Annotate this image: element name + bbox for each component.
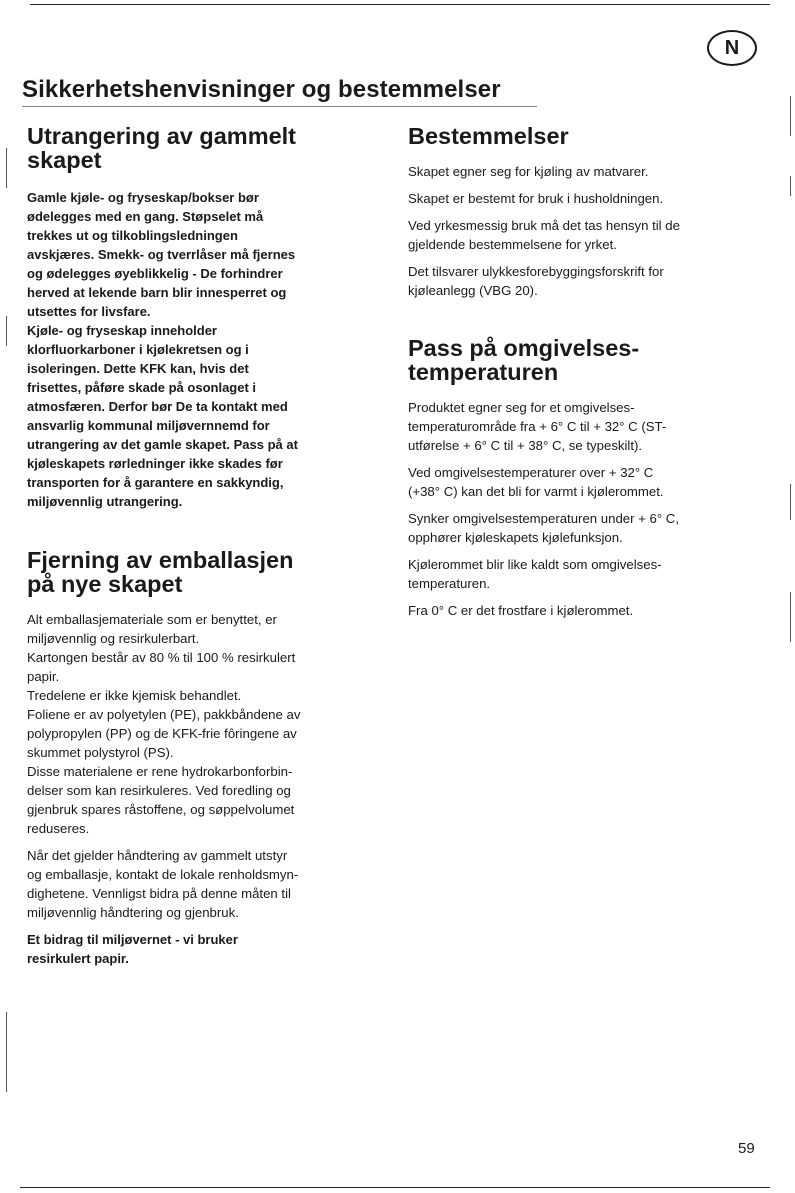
text-line: opphører kjøleskapets kjølefunksjon.	[408, 530, 623, 545]
text-line: og ødelegges øyeblikkelig - De forhindrer	[27, 266, 283, 281]
text-line: dighetene. Vennligst bidra på denne måten til	[27, 886, 291, 901]
text-line: ansvarlig kommunal miljøvernnemd for	[27, 418, 270, 433]
text-line: (+38° C) kan det bli for varmt i kjølerommet.	[408, 484, 664, 499]
page-number: 59	[738, 1140, 755, 1157]
text-line: papir.	[27, 669, 60, 684]
heading-fjerning-emballasje: Fjerning av emballasjen på nye skapet	[27, 547, 294, 597]
text-line: Når det gjelder håndtering av gammelt utstyr	[27, 848, 288, 863]
text-line: resirkulert papir.	[27, 951, 129, 966]
text-line: utførelse + 6° C til + 38° C, se typeskilt).	[408, 438, 643, 453]
text-line: Kartongen består av 80 % til 100 % resirkulert	[27, 650, 296, 665]
left-column	[27, 124, 382, 968]
bottom-edge-line	[20, 1187, 770, 1188]
text-line: Disse materialene er rene hydrokarbonforbin-	[27, 764, 293, 779]
text-line: Et bidrag til miljøvernet - vi bruker	[27, 932, 238, 947]
text-line: isoleringen. Dette KFK kan, hvis det	[27, 361, 249, 376]
text-line: miljøvennlig håndtering og gjenbruk.	[27, 905, 239, 920]
text-line: Tredelene er ikke kjemisk behandlet.	[27, 688, 242, 703]
text-line: Skapet egner seg for kjøling av matvarer.	[408, 164, 649, 179]
right-margin-mark	[790, 96, 791, 136]
packaging-text	[27, 610, 382, 838]
text-line: skummet polystyrol (PS).	[27, 745, 174, 760]
text-line: atmosfæren. Derfor bør De ta kontakt med	[27, 399, 288, 414]
left-margin-mark	[6, 316, 7, 346]
recycled-paper-note	[27, 930, 382, 968]
text-line: gjeldende bestemmelsene for yrket.	[408, 237, 617, 252]
right-margin-mark	[790, 592, 791, 642]
text-line: temperaturen.	[408, 576, 491, 591]
text-line: Gamle kjøle- og fryseskap/bokser bør	[27, 190, 259, 205]
right-margin-mark	[790, 176, 791, 196]
left-margin-mark	[6, 1012, 7, 1092]
text-line: ødelegges med en gang. Støpselet må	[27, 209, 264, 224]
text-line: Fra 0° C er det frostfare i kjølerommet.	[408, 603, 634, 618]
text-line: utsettes for livsfare.	[27, 304, 151, 319]
text-line: klorfluorkarboner i kjølekretsen og i	[27, 342, 249, 357]
disposal-warning-text	[27, 188, 382, 321]
text-line: Kjøle- og fryseskap inneholder	[27, 323, 217, 338]
text-line: Skapet er bestemt for bruk i husholdningen.	[408, 191, 664, 206]
title-rule	[22, 106, 537, 107]
text-line: reduseres.	[27, 821, 90, 836]
text-line: Ved yrkesmessig bruk må det tas hensyn til de	[408, 218, 680, 233]
text-line: utrangering av det gamle skapet. Pass på at	[27, 437, 298, 452]
text-line: temperaturområde fra + 6° C til + 32° C (ST-	[408, 419, 667, 434]
text-line: Produktet egner seg for et omgivelses-	[408, 400, 635, 415]
top-edge-line	[30, 4, 770, 5]
text-line: Foliene er av polyetylen (PE), pakkbåndene av	[27, 707, 301, 722]
heading-bestemmelser: Bestemmelser	[408, 123, 569, 149]
disposal-contact-text	[27, 846, 382, 922]
text-line: herved at lekende barn blir innesperret og	[27, 285, 287, 300]
right-column	[408, 124, 763, 620]
text-line: delser som kan resirkuleres. Ved foredling og	[27, 783, 291, 798]
page-title: Sikkerhetshenvisninger og bestemmelser	[22, 76, 501, 103]
right-margin-mark	[790, 484, 791, 520]
text-line: trekkes ut og tilkoblingsledningen	[27, 228, 238, 243]
text-line: frisettes, påføre skade på osonlaget i	[27, 380, 257, 395]
heading-utrangering: Utrangering av gammelt skapet	[27, 123, 297, 173]
kfk-warning-text	[27, 321, 382, 511]
left-margin-mark	[6, 148, 7, 188]
text-line: miljøvennlig og resirkulerbart.	[27, 631, 200, 646]
text-line: miljøvennlig utrangering.	[27, 494, 183, 509]
text-line: Det tilsvarer ulykkesforebyggingsforskrift for	[408, 264, 664, 279]
text-line: kjøleanlegg (VBG 20).	[408, 283, 538, 298]
heading-omgivelsestemperatur: Pass på omgivelses- temperaturen	[408, 335, 640, 385]
text-line: kjøleskapets rørledninger ikke skades før	[27, 456, 283, 471]
text-line: polypropylen (PP) og de KFK-frie fôringene av	[27, 726, 297, 741]
text-line: Kjølerommet blir like kaldt som omgivelses-	[408, 557, 662, 572]
text-line: avskjæres. Smekk- og tverrlåser må fjernes	[27, 247, 296, 262]
country-badge: N	[707, 30, 757, 66]
text-line: Synker omgivelsestemperaturen under + 6° C,	[408, 511, 679, 526]
text-line: gjenbruk spares råstoffene, og søppelvolumet	[27, 802, 295, 817]
text-line: transporten for å garantere en sakkyndig,	[27, 475, 284, 490]
text-line: og emballasje, kontakt de lokale renholdsmyn-	[27, 867, 299, 882]
text-line: Ved omgivelsestemperaturer over + 32° C	[408, 465, 654, 480]
text-line: Alt emballasjemateriale som er benyttet, er	[27, 612, 277, 627]
